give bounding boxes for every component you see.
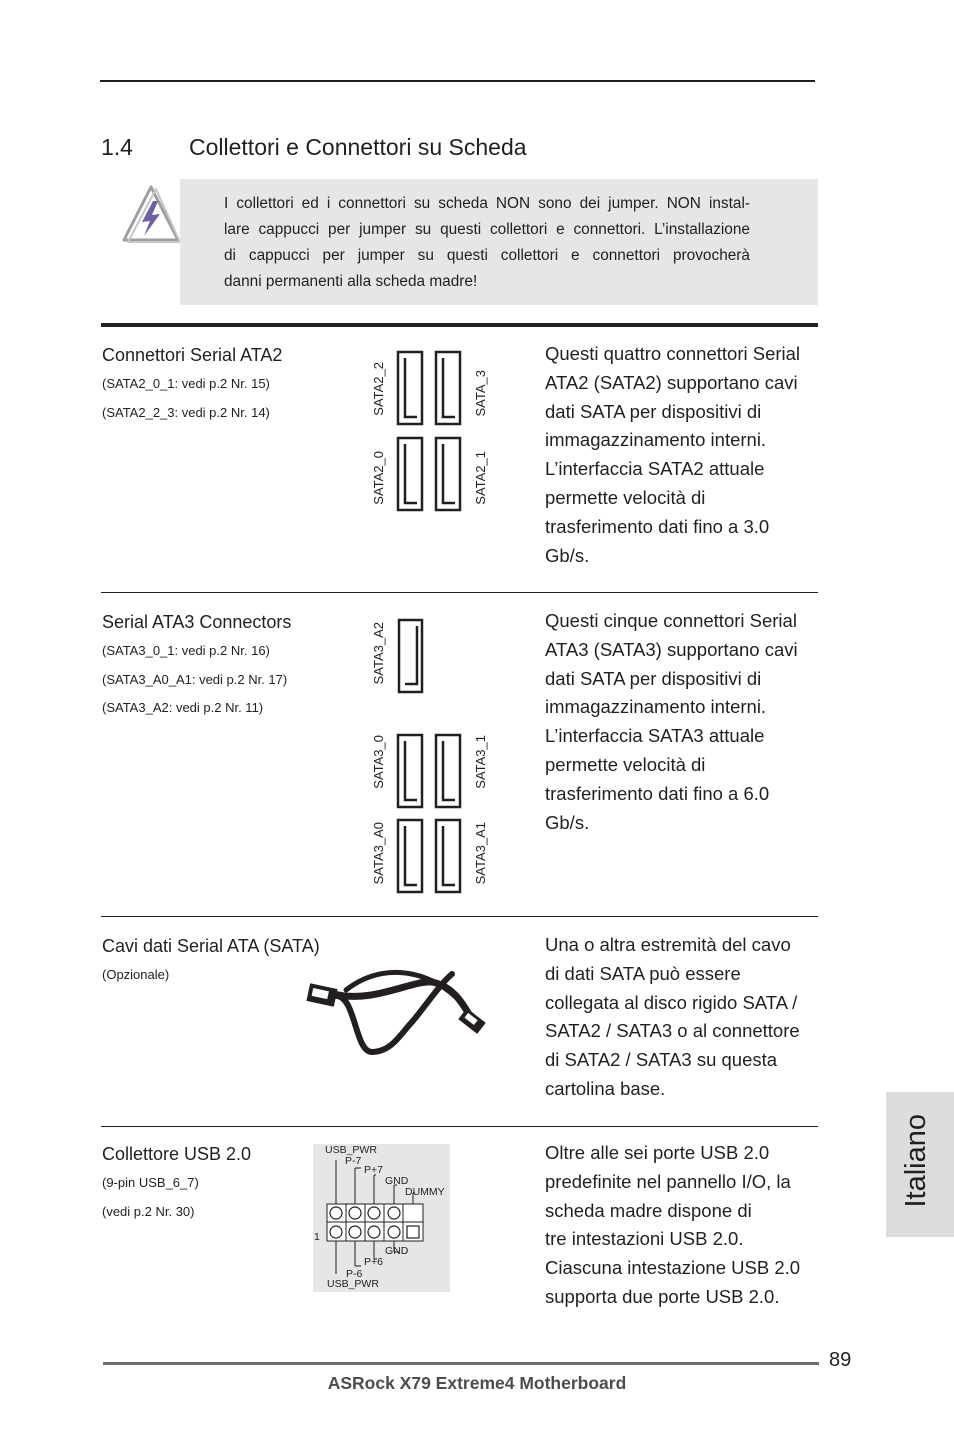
sata2-1-connector <box>436 438 460 510</box>
desc-line: predefinite nel pannello I/O, la <box>545 1170 791 1192</box>
desc-line: Gb/s. <box>545 811 590 833</box>
usb-header-ref: (9-pin USB_6_7) <box>102 1175 199 1190</box>
warning-lightning-icon <box>120 184 182 244</box>
sata2-0-connector <box>398 438 422 510</box>
sata-plug-right <box>458 1008 486 1034</box>
section-divider <box>101 916 818 917</box>
desc-line: trasferimento dati fino a 3.0 <box>545 515 770 537</box>
usb-header-description <box>545 1139 815 1312</box>
usb-header-title: Collettore USB 2.0 <box>102 1144 252 1164</box>
desc-line: permette velocità di <box>545 753 706 775</box>
top-rule <box>100 80 815 82</box>
sata2-0-label: SATA2_0 <box>371 451 386 505</box>
sata-cable-image <box>302 962 492 1062</box>
desc-line: Ciascuna intestazione USB 2.0 <box>545 1257 801 1279</box>
note-text <box>224 191 750 295</box>
sata2-description <box>545 340 815 570</box>
sata-plug-left <box>306 983 337 1006</box>
pin-label-dummy: DUMMY <box>405 1186 445 1198</box>
desc-line: ATA3 (SATA3) supportano cavi <box>545 638 798 660</box>
desc-line: scheda madre dispone di <box>545 1199 752 1221</box>
sata3-title: Serial ATA3 Connectors <box>102 612 292 632</box>
pin-label-gnd-bottom: GND <box>385 1245 409 1257</box>
sata2-1-label: SATA2_1 <box>473 451 488 505</box>
usb-header-diagram <box>313 1144 450 1292</box>
desc-line: dati SATA per dispositivi di <box>545 667 762 689</box>
sata-3-label: SATA_3 <box>473 370 488 417</box>
page-title: Collettori e Connettori su Scheda <box>189 134 527 160</box>
desc-line: trasferimento dati fino a 6.0 <box>545 782 770 804</box>
sata3-a0-connector <box>398 820 422 892</box>
desc-line: tre intestazioni USB 2.0. <box>545 1228 744 1250</box>
desc-line: Questi cinque connettori Serial <box>545 610 797 631</box>
note-line: di cappucci per jumper su questi collettori e connettori provocherà <box>224 247 750 264</box>
desc-line: SATA2 / SATA3 o al connettore <box>545 1020 800 1042</box>
sata3-a0-label: SATA3_A0 <box>371 822 386 885</box>
desc-line: L’interfaccia SATA3 attuale <box>545 725 765 747</box>
desc-line: Questi quattro connettori Serial <box>545 343 801 364</box>
desc-line: collegata al disco rigido SATA / <box>545 991 798 1013</box>
footer-text: ASRock X79 Extreme4 Motherboard <box>327 1373 627 1393</box>
sata3-description <box>545 607 815 837</box>
note-line: I collettori ed i connettori su scheda NON sono dei jumper. NON instal- <box>224 195 750 212</box>
sata3-connector-diagram <box>396 617 462 895</box>
usb-header-ref: (vedi p.2 Nr. 30) <box>102 1204 195 1219</box>
footer-rule <box>103 1362 819 1365</box>
desc-line: di dati SATA può essere <box>545 962 741 984</box>
desc-line: immagazzinamento interni. <box>545 696 767 718</box>
language-tab <box>886 1092 954 1237</box>
sata3-a2-label: SATA3_A2 <box>371 622 386 685</box>
section-number: 1.4 <box>101 134 133 160</box>
sata2-connector-diagram <box>396 350 462 512</box>
sata3-a1-label: SATA3_A1 <box>473 822 488 885</box>
note-box <box>180 179 818 305</box>
section-rule-thick <box>101 323 818 327</box>
sata3-a2-connector <box>399 620 422 692</box>
sata2-ref: (SATA2_2_3: vedi p.2 Nr. 14) <box>102 405 270 420</box>
sata2-title: Connettori Serial ATA2 <box>102 345 283 365</box>
language-tab-label: Italiano <box>900 1114 932 1208</box>
note-line: lare cappucci per jumper su questi collettori e connettori. L’installazione <box>224 221 750 238</box>
pin-label-1: 1 <box>314 1231 320 1243</box>
desc-line: cartolina base. <box>545 1077 666 1099</box>
desc-line: L’interfaccia SATA2 attuale <box>545 458 765 480</box>
section-divider <box>101 1126 818 1127</box>
pin-label-p-minus-6: P-6 <box>346 1268 363 1280</box>
sata-cable-optional: (Opzionale) <box>102 967 170 982</box>
desc-line: Oltre alle sei porte USB 2.0 <box>545 1142 770 1163</box>
desc-line: immagazzinamento interni. <box>545 429 767 451</box>
desc-line: supporta due porte USB 2.0. <box>545 1285 780 1307</box>
sata2-2-connector <box>398 352 422 424</box>
pin-label-usb-pwr-bottom: USB_PWR <box>327 1278 379 1290</box>
desc-line: permette velocità di <box>545 486 706 508</box>
desc-line: dati SATA per dispositivi di <box>545 400 762 422</box>
sata-3-connector <box>436 352 460 424</box>
page-number: 89 <box>829 1349 852 1371</box>
sata3-ref: (SATA3_A0_A1: vedi p.2 Nr. 17) <box>102 672 288 687</box>
sata3-ref: (SATA3_0_1: vedi p.2 Nr. 16) <box>102 643 270 658</box>
pin-label-usb-pwr-top: USB_PWR <box>325 1144 377 1156</box>
pin-label-p-plus-7: P+7 <box>364 1164 383 1176</box>
note-line: danni permanenti alla scheda madre! <box>224 273 478 290</box>
pin-label-p-minus-7: P-7 <box>345 1155 362 1167</box>
sata-cable-title: Cavi dati Serial ATA (SATA) <box>102 936 320 956</box>
sata2-ref: (SATA2_0_1: vedi p.2 Nr. 15) <box>102 376 270 391</box>
sata2-2-label: SATA2_2 <box>371 362 386 416</box>
sata3-0-connector <box>398 735 422 807</box>
desc-line: Una o altra estremità del cavo <box>545 934 791 955</box>
pin-label-p-plus-6: P+6 <box>364 1256 383 1268</box>
sata3-1-connector <box>436 735 460 807</box>
sata3-1-label: SATA3_1 <box>473 735 488 789</box>
sata3-0-label: SATA3_0 <box>371 735 386 789</box>
desc-line: di SATA2 / SATA3 su questa <box>545 1049 778 1071</box>
section-divider <box>101 592 818 593</box>
desc-line: ATA2 (SATA2) supportano cavi <box>545 371 798 393</box>
sata3-a1-connector <box>436 820 460 892</box>
pin-label-gnd-top: GND <box>385 1175 409 1187</box>
sata-cable-description <box>545 931 815 1104</box>
sata3-ref: (SATA3_A2: vedi p.2 Nr. 11) <box>102 700 264 715</box>
desc-line: Gb/s. <box>545 544 590 566</box>
